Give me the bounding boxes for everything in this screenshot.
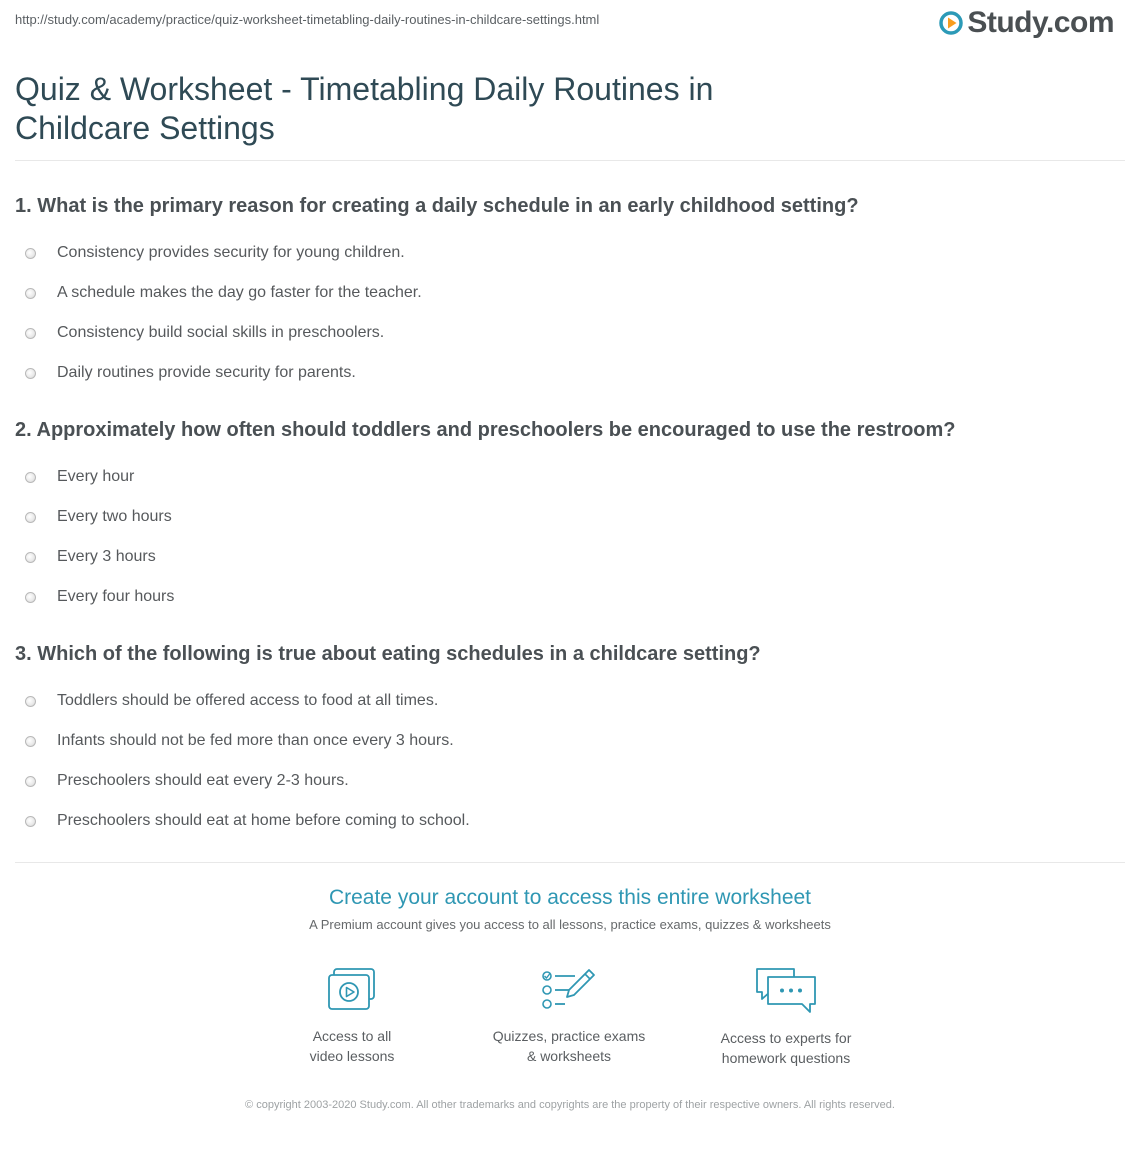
radio-button[interactable]	[25, 592, 36, 603]
question-3	[15, 641, 1115, 841]
radio-button[interactable]	[25, 472, 36, 483]
chat-bubbles-icon	[754, 966, 818, 1016]
answer-label: Every 3 hours	[57, 548, 156, 565]
answer-label: Toddlers should be offered access to food at all times.	[57, 692, 439, 709]
answer-label: Preschoolers should eat at home before coming to school.	[57, 812, 470, 829]
answer-label: Consistency build social skills in preschoolers.	[57, 324, 385, 341]
feature-label: Access to experts for homework questions	[720, 1030, 852, 1066]
radio-button[interactable]	[25, 816, 36, 827]
radio-button[interactable]	[25, 512, 36, 523]
video-lessons-icon	[326, 966, 378, 1014]
answer-label: Every hour	[57, 468, 135, 485]
radio-button[interactable]	[25, 328, 36, 339]
premium-subtitle: A Premium account gives you access to all lessons, practice exams, quizzes & worksheets	[309, 917, 831, 932]
answer-label: Preschoolers should eat every 2-3 hours.	[57, 772, 349, 789]
answer-options	[15, 457, 1115, 617]
answer-option[interactable]	[15, 801, 1115, 841]
answer-option[interactable]	[15, 537, 1115, 577]
feature-video-lessons	[257, 966, 447, 1066]
question-text: 3. Which of the following is true about eating schedules in a childcare setting?	[15, 643, 761, 665]
answer-option[interactable]	[15, 761, 1115, 801]
answer-option[interactable]	[15, 497, 1115, 537]
answer-label: Every two hours	[57, 508, 172, 525]
quiz-checklist-icon	[541, 966, 597, 1014]
answer-option[interactable]	[15, 457, 1115, 497]
radio-button[interactable]	[25, 736, 36, 747]
question-1	[15, 193, 1115, 393]
feature-label: Access to all video lessons	[309, 1028, 395, 1064]
study-logo[interactable]	[939, 6, 1114, 40]
study-logo-icon	[939, 11, 963, 35]
answer-options	[15, 681, 1115, 841]
answer-option[interactable]	[15, 273, 1115, 313]
question-text: 1. What is the primary reason for creating a daily schedule in an early childhood setting?	[15, 195, 859, 217]
answer-label: Daily routines provide security for parents.	[57, 364, 356, 381]
question-text: 2. Approximately how often should toddlers and preschoolers be encouraged to use the restroom?	[15, 419, 956, 441]
answer-label: A schedule makes the day go faster for the teacher.	[57, 284, 422, 301]
radio-button[interactable]	[25, 288, 36, 299]
question-2	[15, 417, 1115, 617]
radio-button[interactable]	[25, 696, 36, 707]
answer-option[interactable]	[15, 681, 1115, 721]
answer-option[interactable]	[15, 721, 1115, 761]
answer-option[interactable]	[15, 233, 1115, 273]
copyright-notice: © copyright 2003-2020 Study.com. All other trademarks and copyrights are the property of their respective owners. All rights reserved.	[245, 1099, 895, 1111]
feature-label: Quizzes, practice exams & worksheets	[492, 1028, 646, 1064]
answer-option[interactable]	[15, 313, 1115, 353]
radio-button[interactable]	[25, 552, 36, 563]
radio-button[interactable]	[25, 368, 36, 379]
radio-button[interactable]	[25, 248, 36, 259]
logo-text: Study.com	[967, 6, 1114, 39]
answer-label: Consistency provides security for young children.	[57, 244, 405, 261]
divider	[15, 862, 1125, 863]
radio-button[interactable]	[25, 776, 36, 787]
page-url: http://study.com/academy/practice/quiz-worksheet-timetabling-daily-routines-in-childcare-settings.html	[15, 12, 600, 27]
answer-label: Infants should not be fed more than once every 3 hours.	[57, 732, 454, 749]
feature-quizzes	[474, 966, 664, 1066]
divider	[15, 160, 1125, 161]
answer-option[interactable]	[15, 577, 1115, 617]
answer-label: Every four hours	[57, 588, 175, 605]
answer-option[interactable]	[15, 353, 1115, 393]
answer-options	[15, 233, 1115, 393]
page-title: Quiz & Worksheet - Timetabling Daily Routines in Childcare Settings	[15, 71, 714, 146]
create-account-link[interactable]: Create your account to access this entire worksheet	[328, 886, 812, 909]
feature-experts	[691, 966, 881, 1068]
